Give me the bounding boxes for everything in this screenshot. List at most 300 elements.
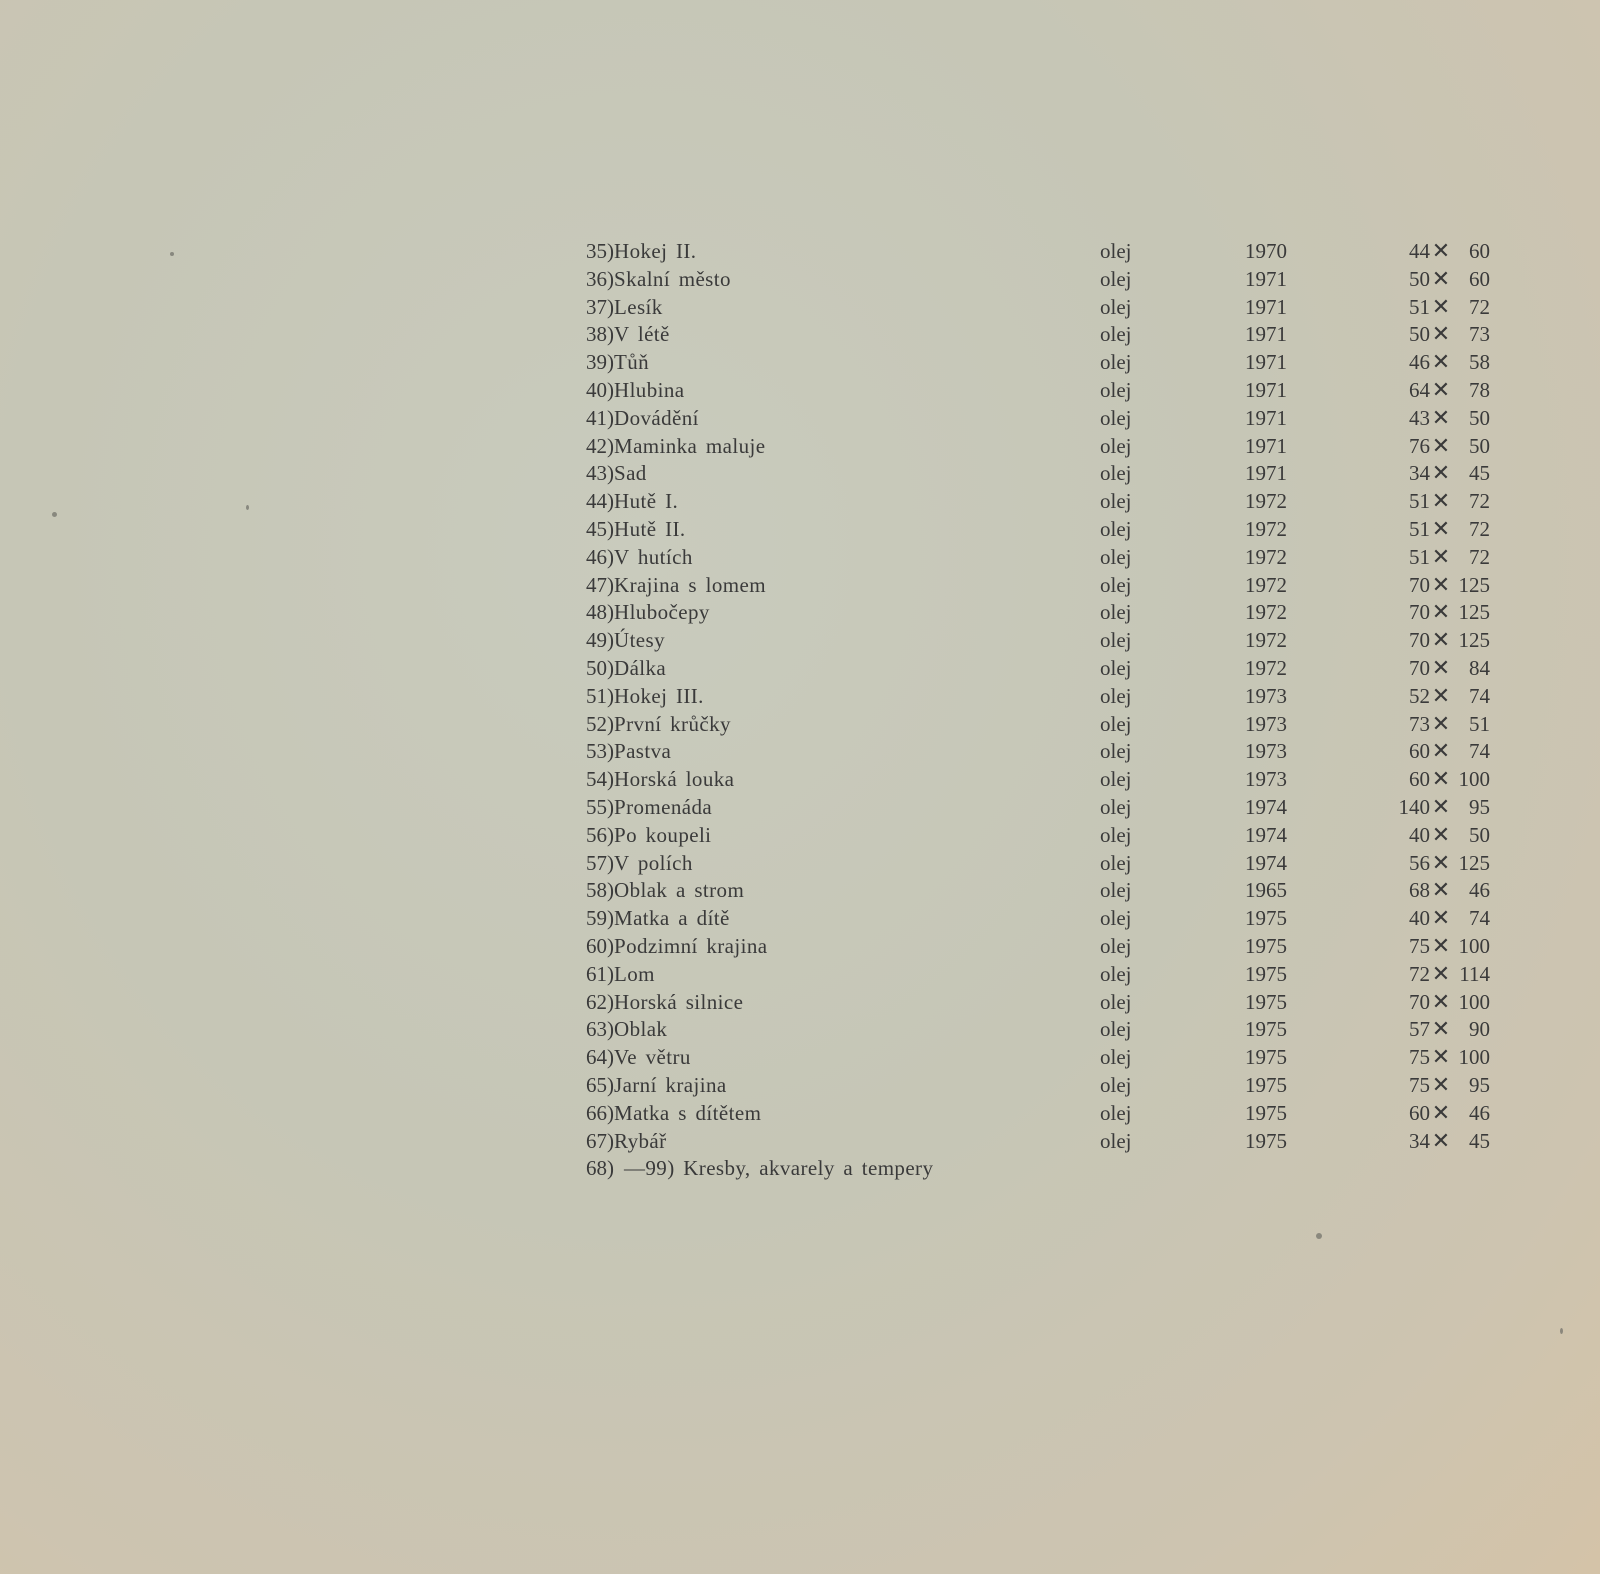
item-height: 100 bbox=[1458, 1045, 1490, 1070]
catalog-row bbox=[540, 905, 1500, 933]
item-height: 125 bbox=[1458, 850, 1490, 875]
item-dimensions bbox=[1340, 266, 1490, 293]
item-title: Oblak a strom bbox=[614, 878, 745, 903]
item-number: 42) bbox=[586, 433, 614, 458]
item-medium: olej bbox=[1100, 794, 1132, 819]
item-dimensions bbox=[1340, 905, 1490, 932]
item-title: Matka a dítě bbox=[614, 906, 730, 931]
item-medium: olej bbox=[1100, 377, 1132, 402]
item-width: 56 bbox=[1409, 850, 1430, 875]
item-medium: olej bbox=[1100, 294, 1132, 319]
item-number: 41) bbox=[586, 405, 614, 430]
item-height: 95 bbox=[1469, 794, 1490, 819]
item-number: 64) bbox=[586, 1045, 614, 1070]
item-year: 1971 bbox=[1245, 350, 1287, 375]
item-year: 1971 bbox=[1245, 322, 1287, 347]
times-sign-icon: ✕ bbox=[1431, 433, 1451, 459]
times-sign-icon: ✕ bbox=[1431, 239, 1451, 264]
item-number: 65) bbox=[586, 1072, 614, 1097]
item-width: 68 bbox=[1409, 878, 1430, 903]
item-year: 1974 bbox=[1245, 822, 1287, 847]
catalog-row bbox=[540, 1044, 1500, 1072]
times-sign-icon: ✕ bbox=[1431, 989, 1451, 1015]
item-dimensions bbox=[1340, 655, 1490, 682]
item-year: 1975 bbox=[1245, 989, 1287, 1014]
item-medium: olej bbox=[1100, 655, 1132, 680]
times-sign-icon: ✕ bbox=[1431, 322, 1451, 348]
item-year: 1972 bbox=[1245, 544, 1287, 569]
item-title: Dovádění bbox=[614, 405, 699, 430]
item-title: V létě bbox=[614, 322, 670, 347]
item-number: 47) bbox=[586, 572, 614, 597]
item-height: 74 bbox=[1469, 683, 1490, 708]
times-sign-icon: ✕ bbox=[1431, 572, 1451, 598]
item-year: 1972 bbox=[1245, 655, 1287, 680]
catalog-row bbox=[540, 655, 1500, 683]
item-medium: olej bbox=[1100, 405, 1132, 430]
item-width: 51 bbox=[1409, 489, 1430, 514]
item-medium: olej bbox=[1100, 1045, 1132, 1070]
item-width: 50 bbox=[1409, 266, 1430, 291]
item-height: 72 bbox=[1469, 294, 1490, 319]
item-height: 60 bbox=[1469, 239, 1490, 263]
item-width: 60 bbox=[1409, 1100, 1430, 1125]
item-dimensions bbox=[1340, 1100, 1490, 1127]
item-title: Tůň bbox=[614, 350, 650, 375]
catalog-row bbox=[540, 989, 1500, 1017]
catalog-row bbox=[540, 627, 1500, 655]
item-dimensions bbox=[1340, 822, 1490, 849]
item-title: Po koupeli bbox=[614, 822, 712, 847]
catalog-row bbox=[540, 405, 1500, 433]
catalog-row bbox=[540, 321, 1500, 349]
item-year: 1973 bbox=[1245, 711, 1287, 736]
paper-speck bbox=[246, 505, 249, 510]
item-height: 46 bbox=[1469, 878, 1490, 903]
item-number: 39) bbox=[586, 350, 614, 375]
catalog-row bbox=[540, 683, 1500, 711]
item-title: Pastva bbox=[614, 739, 672, 764]
item-dimensions bbox=[1340, 766, 1490, 793]
item-number: 44) bbox=[586, 489, 614, 514]
item-medium: olej bbox=[1100, 544, 1132, 569]
item-title: Hlubina bbox=[614, 377, 685, 402]
item-medium: olej bbox=[1100, 683, 1132, 708]
catalog-row bbox=[540, 572, 1500, 600]
times-sign-icon: ✕ bbox=[1431, 628, 1451, 654]
item-year: 1965 bbox=[1245, 878, 1287, 903]
item-height: 72 bbox=[1469, 489, 1490, 514]
catalog-row bbox=[540, 850, 1500, 878]
item-title: Hutě I. bbox=[614, 489, 679, 514]
catalog-row bbox=[540, 1016, 1500, 1044]
item-title: Maminka maluje bbox=[614, 433, 766, 458]
item-year: 1971 bbox=[1245, 266, 1287, 291]
item-title: Podzimní krajina bbox=[614, 933, 768, 958]
item-dimensions bbox=[1340, 516, 1490, 543]
item-year: 1973 bbox=[1245, 739, 1287, 764]
item-height: 90 bbox=[1469, 1017, 1490, 1042]
item-dimensions bbox=[1340, 683, 1490, 710]
item-height: 72 bbox=[1469, 516, 1490, 541]
times-sign-icon: ✕ bbox=[1431, 961, 1451, 987]
item-medium: olej bbox=[1100, 1100, 1132, 1125]
times-sign-icon: ✕ bbox=[1431, 878, 1451, 904]
item-width: 73 bbox=[1409, 711, 1430, 736]
item-medium: olej bbox=[1100, 1072, 1132, 1097]
catalog-row bbox=[540, 1072, 1500, 1100]
item-year: 1973 bbox=[1245, 767, 1287, 792]
item-medium: olej bbox=[1100, 600, 1132, 625]
item-height: 45 bbox=[1469, 1128, 1490, 1153]
item-year: 1975 bbox=[1245, 933, 1287, 958]
item-width: 51 bbox=[1409, 516, 1430, 541]
item-height: 84 bbox=[1469, 655, 1490, 680]
catalog-row bbox=[540, 933, 1500, 961]
catalog-row bbox=[540, 294, 1500, 322]
item-dimensions bbox=[1340, 405, 1490, 432]
item-year: 1972 bbox=[1245, 628, 1287, 653]
item-width: 34 bbox=[1409, 1128, 1430, 1153]
item-width: 76 bbox=[1409, 433, 1430, 458]
item-dimensions bbox=[1340, 850, 1490, 877]
item-number: 53) bbox=[586, 739, 614, 764]
times-sign-icon: ✕ bbox=[1431, 683, 1451, 709]
item-medium: olej bbox=[1100, 906, 1132, 931]
item-year: 1973 bbox=[1245, 683, 1287, 708]
item-title: V hutích bbox=[614, 544, 693, 569]
item-number: 38) bbox=[586, 322, 614, 347]
catalog-footer bbox=[540, 1155, 1500, 1183]
item-height: 60 bbox=[1469, 266, 1490, 291]
item-width: 70 bbox=[1409, 572, 1430, 597]
item-medium: olej bbox=[1100, 350, 1132, 375]
item-medium: olej bbox=[1100, 322, 1132, 347]
item-width: 75 bbox=[1409, 1045, 1430, 1070]
item-title: Jarní krajina bbox=[614, 1072, 727, 1097]
item-title: Oblak bbox=[614, 1017, 668, 1042]
item-dimensions bbox=[1340, 572, 1490, 599]
item-width: 46 bbox=[1409, 350, 1430, 375]
item-width: 43 bbox=[1409, 405, 1430, 430]
item-medium: olej bbox=[1100, 767, 1132, 792]
item-medium: olej bbox=[1100, 961, 1132, 986]
item-dimensions bbox=[1340, 544, 1490, 571]
item-medium: olej bbox=[1100, 433, 1132, 458]
item-height: 58 bbox=[1469, 350, 1490, 375]
item-height: 95 bbox=[1469, 1072, 1490, 1097]
times-sign-icon: ✕ bbox=[1431, 850, 1451, 876]
item-width: 44 bbox=[1409, 239, 1430, 263]
item-year: 1975 bbox=[1245, 1072, 1287, 1097]
item-title: Ve větru bbox=[614, 1045, 691, 1070]
item-number: 52) bbox=[586, 711, 614, 736]
item-number: 62) bbox=[586, 989, 614, 1014]
item-number: 50) bbox=[586, 655, 614, 680]
item-medium: olej bbox=[1100, 572, 1132, 597]
catalog-row bbox=[540, 1100, 1500, 1128]
item-number: 40) bbox=[586, 377, 614, 402]
item-year: 1971 bbox=[1245, 405, 1287, 430]
item-year: 1971 bbox=[1245, 377, 1287, 402]
item-dimensions bbox=[1340, 433, 1490, 460]
catalog-row bbox=[540, 266, 1500, 294]
catalog-row bbox=[540, 544, 1500, 572]
item-year: 1974 bbox=[1245, 794, 1287, 819]
item-title: V polích bbox=[614, 850, 693, 875]
catalog-row bbox=[540, 599, 1500, 627]
item-title: Lesík bbox=[614, 294, 663, 319]
item-number: 54) bbox=[586, 767, 614, 792]
times-sign-icon: ✕ bbox=[1431, 822, 1451, 848]
item-year: 1975 bbox=[1245, 1128, 1287, 1153]
artwork-list bbox=[540, 238, 1500, 1183]
item-height: 100 bbox=[1458, 767, 1490, 792]
item-width: 52 bbox=[1409, 683, 1430, 708]
item-dimensions bbox=[1340, 933, 1490, 960]
item-dimensions bbox=[1340, 627, 1490, 654]
item-height: 50 bbox=[1469, 822, 1490, 847]
item-height: 72 bbox=[1469, 544, 1490, 569]
item-number: 63) bbox=[586, 1017, 614, 1042]
item-title: Hokej II. bbox=[614, 239, 697, 263]
item-number: 49) bbox=[586, 628, 614, 653]
item-year: 1975 bbox=[1245, 906, 1287, 931]
catalog-row bbox=[540, 961, 1500, 989]
item-year: 1975 bbox=[1245, 1045, 1287, 1070]
catalog-row bbox=[540, 822, 1500, 850]
item-title: Hokej III. bbox=[614, 683, 704, 708]
times-sign-icon: ✕ bbox=[1431, 1045, 1451, 1071]
paper-speck bbox=[52, 512, 57, 517]
item-width: 72 bbox=[1409, 961, 1430, 986]
item-number: 48) bbox=[586, 600, 614, 625]
item-height: 100 bbox=[1458, 989, 1490, 1014]
item-medium: olej bbox=[1100, 239, 1132, 263]
item-title: Matka s dítětem bbox=[614, 1100, 762, 1125]
item-number: 58) bbox=[586, 878, 614, 903]
item-medium: olej bbox=[1100, 628, 1132, 653]
item-medium: olej bbox=[1100, 711, 1132, 736]
item-width: 60 bbox=[1409, 739, 1430, 764]
item-height: 74 bbox=[1469, 739, 1490, 764]
item-medium: olej bbox=[1100, 266, 1132, 291]
times-sign-icon: ✕ bbox=[1431, 461, 1451, 487]
item-height: 100 bbox=[1458, 933, 1490, 958]
item-dimensions bbox=[1340, 711, 1490, 738]
times-sign-icon: ✕ bbox=[1431, 405, 1451, 431]
item-width: 51 bbox=[1409, 544, 1430, 569]
item-dimensions bbox=[1340, 1072, 1490, 1099]
item-medium: olej bbox=[1100, 739, 1132, 764]
item-medium: olej bbox=[1100, 822, 1132, 847]
item-height: 125 bbox=[1458, 628, 1490, 653]
item-width: 75 bbox=[1409, 1072, 1430, 1097]
catalog-row bbox=[540, 488, 1500, 516]
item-medium: olej bbox=[1100, 933, 1132, 958]
catalog-row bbox=[540, 738, 1500, 766]
item-title: Sad bbox=[614, 461, 647, 486]
item-medium: olej bbox=[1100, 1128, 1132, 1153]
times-sign-icon: ✕ bbox=[1431, 377, 1451, 403]
item-width: 64 bbox=[1409, 377, 1430, 402]
item-year: 1975 bbox=[1245, 1100, 1287, 1125]
item-number: 36) bbox=[586, 266, 614, 291]
times-sign-icon: ✕ bbox=[1431, 600, 1451, 626]
item-title: Skalní město bbox=[614, 266, 731, 291]
item-medium: olej bbox=[1100, 878, 1132, 903]
item-medium: olej bbox=[1100, 461, 1132, 486]
item-title: Hutě II. bbox=[614, 516, 686, 541]
item-height: 50 bbox=[1469, 405, 1490, 430]
item-dimensions bbox=[1340, 238, 1490, 265]
item-year: 1974 bbox=[1245, 850, 1287, 875]
catalog-row bbox=[540, 766, 1500, 794]
item-width: 57 bbox=[1409, 1017, 1430, 1042]
item-dimensions bbox=[1340, 989, 1490, 1016]
item-year: 1971 bbox=[1245, 433, 1287, 458]
times-sign-icon: ✕ bbox=[1431, 1072, 1451, 1098]
item-width: 140 bbox=[1398, 794, 1430, 819]
item-title: Horská silnice bbox=[614, 989, 744, 1014]
catalog-row bbox=[540, 877, 1500, 905]
item-dimensions bbox=[1340, 1016, 1490, 1043]
item-width: 70 bbox=[1409, 989, 1430, 1014]
catalog-row bbox=[540, 794, 1500, 822]
item-year: 1971 bbox=[1245, 294, 1287, 319]
item-dimensions bbox=[1340, 738, 1490, 765]
item-year: 1975 bbox=[1245, 961, 1287, 986]
item-height: 45 bbox=[1469, 461, 1490, 486]
item-title: Útesy bbox=[614, 628, 665, 653]
catalog-row bbox=[540, 238, 1500, 266]
catalog-row bbox=[540, 460, 1500, 488]
times-sign-icon: ✕ bbox=[1431, 711, 1451, 737]
item-height: 74 bbox=[1469, 906, 1490, 931]
item-year: 1972 bbox=[1245, 600, 1287, 625]
item-medium: olej bbox=[1100, 489, 1132, 514]
item-dimensions bbox=[1340, 377, 1490, 404]
item-width: 40 bbox=[1409, 906, 1430, 931]
item-number: 55) bbox=[586, 794, 614, 819]
item-dimensions bbox=[1340, 460, 1490, 487]
item-dimensions bbox=[1340, 488, 1490, 515]
item-medium: olej bbox=[1100, 516, 1132, 541]
item-medium: olej bbox=[1100, 850, 1132, 875]
item-height: 78 bbox=[1469, 377, 1490, 402]
item-title: Krajina s lomem bbox=[614, 572, 766, 597]
item-number: 51) bbox=[586, 683, 614, 708]
times-sign-icon: ✕ bbox=[1431, 1100, 1451, 1126]
catalog-row bbox=[540, 433, 1500, 461]
times-sign-icon: ✕ bbox=[1431, 516, 1451, 542]
item-year: 1971 bbox=[1245, 461, 1287, 486]
item-number: 66) bbox=[586, 1100, 614, 1125]
item-medium: olej bbox=[1100, 1017, 1132, 1042]
item-height: 50 bbox=[1469, 433, 1490, 458]
item-dimensions bbox=[1340, 294, 1490, 321]
item-title: Promenáda bbox=[614, 794, 713, 819]
paper-speck bbox=[170, 252, 174, 256]
item-dimensions bbox=[1340, 1044, 1490, 1071]
item-number: 57) bbox=[586, 850, 614, 875]
item-width: 34 bbox=[1409, 461, 1430, 486]
item-number: 60) bbox=[586, 933, 614, 958]
item-year: 1972 bbox=[1245, 489, 1287, 514]
times-sign-icon: ✕ bbox=[1431, 906, 1451, 932]
item-height: 46 bbox=[1469, 1100, 1490, 1125]
times-sign-icon: ✕ bbox=[1431, 794, 1451, 820]
item-year: 1970 bbox=[1245, 239, 1287, 263]
item-height: 114 bbox=[1459, 961, 1490, 986]
item-number: 35) bbox=[586, 239, 614, 263]
times-sign-icon: ✕ bbox=[1431, 933, 1451, 959]
times-sign-icon: ✕ bbox=[1431, 767, 1451, 793]
paper-speck bbox=[1316, 1233, 1322, 1239]
item-width: 60 bbox=[1409, 767, 1430, 792]
item-number: 45) bbox=[586, 516, 614, 541]
item-year: 1975 bbox=[1245, 1017, 1287, 1042]
item-dimensions bbox=[1340, 877, 1490, 904]
item-title: Rybář bbox=[614, 1128, 667, 1153]
item-number: 46) bbox=[586, 544, 614, 569]
catalog-row bbox=[540, 349, 1500, 377]
catalog-row bbox=[540, 1128, 1500, 1156]
item-height: 73 bbox=[1469, 322, 1490, 347]
item-width: 51 bbox=[1409, 294, 1430, 319]
footer-text: —99) Kresby, akvarely a tempery bbox=[624, 1156, 934, 1181]
item-height: 125 bbox=[1458, 600, 1490, 625]
item-number: 59) bbox=[586, 906, 614, 931]
item-number: 61) bbox=[586, 961, 614, 986]
catalog-row bbox=[540, 516, 1500, 544]
item-title: Dálka bbox=[614, 655, 667, 680]
times-sign-icon: ✕ bbox=[1431, 294, 1451, 320]
catalog-row bbox=[540, 377, 1500, 405]
paper-speck bbox=[1560, 1328, 1563, 1334]
item-width: 70 bbox=[1409, 600, 1430, 625]
item-title: První krůčky bbox=[614, 711, 731, 736]
item-width: 70 bbox=[1409, 628, 1430, 653]
catalog-row bbox=[540, 711, 1500, 739]
item-number: 67) bbox=[586, 1128, 614, 1153]
item-width: 70 bbox=[1409, 655, 1430, 680]
item-dimensions bbox=[1340, 321, 1490, 348]
times-sign-icon: ✕ bbox=[1431, 266, 1451, 292]
item-dimensions bbox=[1340, 794, 1490, 821]
times-sign-icon: ✕ bbox=[1431, 489, 1451, 515]
item-number: 37) bbox=[586, 294, 614, 319]
item-dimensions bbox=[1340, 599, 1490, 626]
times-sign-icon: ✕ bbox=[1431, 350, 1451, 376]
item-width: 50 bbox=[1409, 322, 1430, 347]
item-year: 1972 bbox=[1245, 572, 1287, 597]
item-medium: olej bbox=[1100, 989, 1132, 1014]
item-height: 125 bbox=[1458, 572, 1490, 597]
times-sign-icon: ✕ bbox=[1431, 739, 1451, 765]
times-sign-icon: ✕ bbox=[1431, 544, 1451, 570]
item-dimensions bbox=[1340, 961, 1490, 988]
item-dimensions bbox=[1340, 1128, 1490, 1155]
times-sign-icon: ✕ bbox=[1431, 655, 1451, 681]
item-width: 75 bbox=[1409, 933, 1430, 958]
item-number: 56) bbox=[586, 822, 614, 847]
item-title: Lom bbox=[614, 961, 655, 986]
times-sign-icon: ✕ bbox=[1431, 1128, 1451, 1154]
item-width: 40 bbox=[1409, 822, 1430, 847]
item-height: 51 bbox=[1469, 711, 1490, 736]
item-title: Horská louka bbox=[614, 767, 735, 792]
